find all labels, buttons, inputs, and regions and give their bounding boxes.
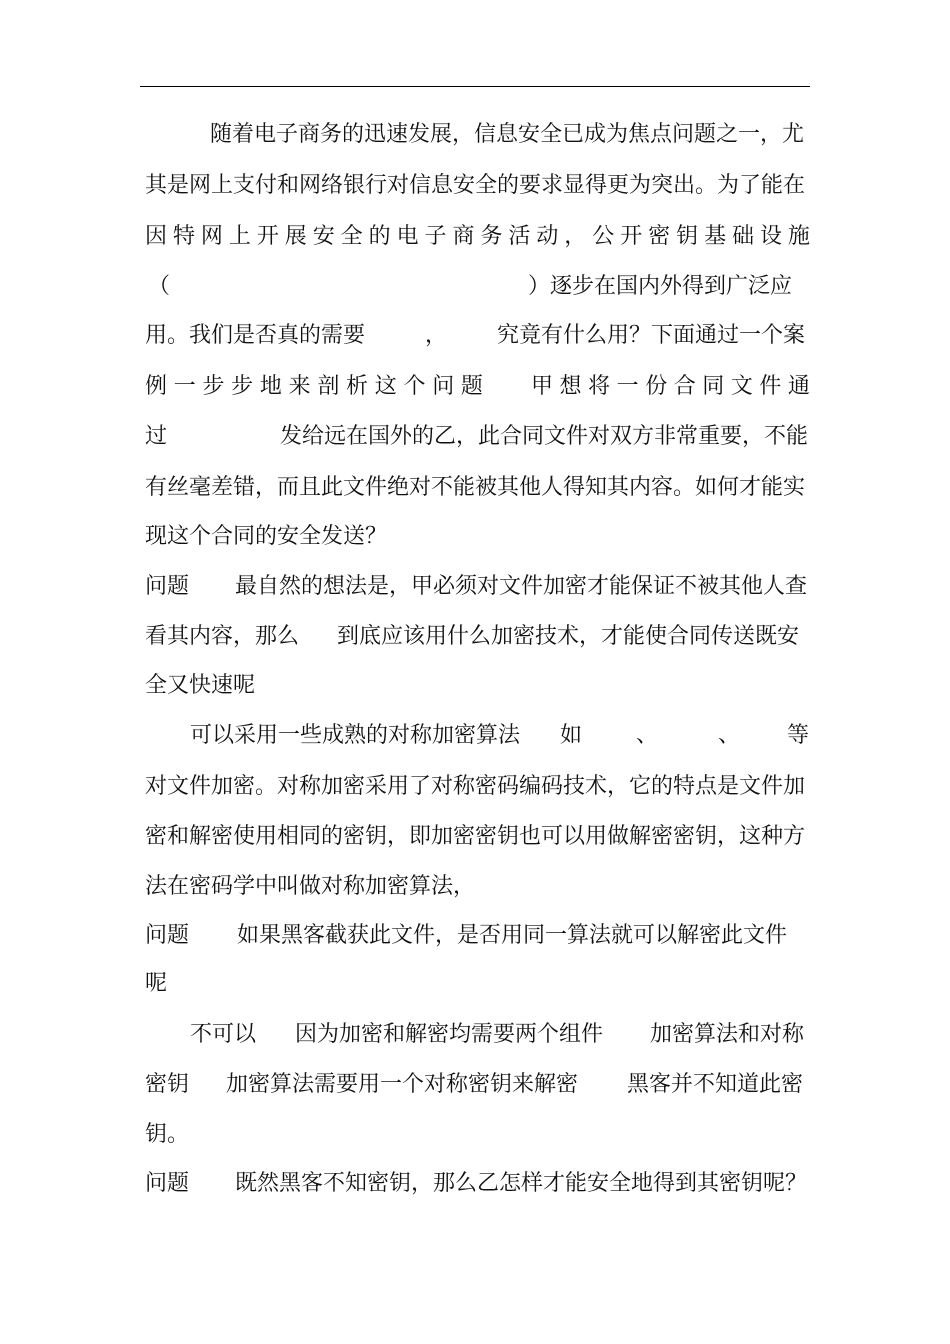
spaced-char: 密 bbox=[648, 224, 671, 249]
paragraph-1-line-7-a: 过 bbox=[145, 424, 168, 449]
spaced-char: 公 bbox=[592, 224, 615, 249]
paragraph-1-line-3 bbox=[145, 222, 810, 252]
paragraph-3-line-1-c: 加密算法和对称 bbox=[650, 1022, 805, 1047]
spaced-char: 来 bbox=[288, 374, 311, 399]
paragraph-2-line-2: 对文件加密。对称加密采用了对称密码编码技术，它的特点是文件加 bbox=[145, 774, 806, 799]
paragraph-2-line-1-d: 、 bbox=[718, 723, 741, 748]
paragraph-3-line-3: 钥。 bbox=[145, 1122, 190, 1147]
spaced-char: ， bbox=[564, 224, 587, 249]
spaced-char: 动 bbox=[536, 224, 559, 249]
paragraph-3-line-1-a: 不可以 bbox=[190, 1022, 257, 1047]
question-2-label: 问题 bbox=[145, 923, 190, 948]
paragraph-1-line-5-a: 用。我们是否真的需要 bbox=[145, 323, 366, 348]
paragraph-1-line-6-a bbox=[145, 372, 483, 402]
paragraph-1-line-4: ）逐步在国内外得到广泛应 bbox=[528, 274, 793, 299]
spaced-char: 务 bbox=[480, 224, 503, 249]
header-rule bbox=[140, 86, 810, 87]
paragraph-2-line-1-a: 可以采用一些成熟的对称加密算法 bbox=[190, 723, 521, 748]
spaced-char: 问 bbox=[432, 374, 455, 399]
spaced-char: 施 bbox=[787, 224, 810, 249]
spaced-char: 基 bbox=[704, 224, 727, 249]
spaced-char: 网 bbox=[200, 224, 223, 249]
spaced-char: 商 bbox=[452, 224, 475, 249]
paragraph-2-line-1-e: 等 bbox=[787, 723, 810, 748]
paragraph-1-line-5-b: ， bbox=[425, 323, 448, 348]
spaced-char: 将 bbox=[588, 374, 611, 399]
spaced-char: 想 bbox=[559, 374, 582, 399]
spaced-char: 特 bbox=[172, 224, 195, 249]
question-1-line-1: 最自然的想法是，甲必须对文件加密才能保证不被其他人查 bbox=[235, 574, 808, 599]
spaced-char: 步 bbox=[231, 374, 254, 399]
spaced-char: 子 bbox=[424, 224, 447, 249]
spaced-char: 一 bbox=[173, 374, 196, 399]
spaced-char: 活 bbox=[508, 224, 531, 249]
spaced-char: 剖 bbox=[317, 374, 340, 399]
spaced-char: 的 bbox=[368, 224, 391, 249]
paragraph-3-line-2-b: 加密算法需要用一个对称密钥来解密 bbox=[226, 1072, 579, 1097]
spaced-char: 甲 bbox=[531, 374, 554, 399]
paragraph-3-line-2-a: 密钥 bbox=[145, 1072, 190, 1097]
spaced-char: 例 bbox=[145, 374, 168, 399]
spaced-char: 题 bbox=[460, 374, 483, 399]
spaced-char: 这 bbox=[374, 374, 397, 399]
paragraph-1-line-9: 现这个合同的安全发送？ bbox=[145, 524, 388, 549]
paragraph-1-line-7-b: 发给远在国外的乙，此合同文件对双方非常重要，不能 bbox=[280, 424, 809, 449]
spaced-char: 全 bbox=[340, 224, 363, 249]
question-1-line-2-a: 看其内容，那么 bbox=[145, 624, 300, 649]
question-1-line-3: 全又快速呢 bbox=[145, 673, 256, 698]
spaced-char: 通 bbox=[787, 374, 810, 399]
spaced-char: 地 bbox=[259, 374, 282, 399]
spaced-char: 同 bbox=[702, 374, 725, 399]
spaced-char: 析 bbox=[346, 374, 369, 399]
paragraph-1-line-6-b bbox=[531, 372, 810, 402]
paragraph-2-line-3: 密和解密使用相同的密钥，即加密密钥也可以用做解密密钥，这种方 bbox=[145, 824, 806, 849]
spaced-char: 件 bbox=[759, 374, 782, 399]
paragraph-3-line-2-c: 黑客并不知道此密 bbox=[627, 1072, 804, 1097]
paragraph-1-line-1: 随着电子商务的迅速发展，信息安全已成为焦点问题之一，尤 bbox=[210, 122, 805, 147]
spaced-char: 上 bbox=[228, 224, 251, 249]
spaced-char: 份 bbox=[645, 374, 668, 399]
paragraph-3-line-1-b: 因为加密和解密均需要两个组件 bbox=[295, 1022, 604, 1047]
spaced-char: 开 bbox=[256, 224, 279, 249]
question-2-line-1: 如果黑客截获此文件，是否用同一算法就可以解密此文件 bbox=[237, 923, 788, 948]
spaced-char: 展 bbox=[284, 224, 307, 249]
spaced-char: 文 bbox=[730, 374, 753, 399]
spaced-char: 个 bbox=[403, 374, 426, 399]
paragraph-1-line-4-open-paren: （ bbox=[148, 274, 171, 299]
question-3-line-1: 既然黑客不知密钥，那么乙怎样才能安全地得到其密钥呢？ bbox=[235, 1171, 808, 1196]
spaced-char: 安 bbox=[312, 224, 335, 249]
question-1-label: 问题 bbox=[145, 574, 190, 599]
spaced-char: 因 bbox=[145, 224, 168, 249]
spaced-char: 步 bbox=[202, 374, 225, 399]
question-3-label: 问题 bbox=[145, 1171, 190, 1196]
paragraph-2-line-1-b: 如 bbox=[560, 723, 583, 748]
spaced-char: 设 bbox=[759, 224, 782, 249]
paragraph-2-line-4: 法在密码学中叫做对称加密算法， bbox=[145, 874, 476, 899]
paragraph-2-line-1-c: 、 bbox=[636, 723, 659, 748]
spaced-char: 钥 bbox=[676, 224, 699, 249]
paragraph-1-line-2: 其是网上支付和网络银行对信息安全的要求显得更为突出。为了能在 bbox=[145, 173, 806, 198]
question-2-line-2: 呢 bbox=[145, 971, 168, 996]
spaced-char: 一 bbox=[616, 374, 639, 399]
question-1-line-2-b: 到底应该用什么加密技术，才能使合同传送既安 bbox=[337, 624, 800, 649]
spaced-char: 合 bbox=[673, 374, 696, 399]
paragraph-1-line-8: 有丝毫差错，而且此文件绝对不能被其他人得知其内容。如何才能实 bbox=[145, 475, 806, 500]
spaced-char: 电 bbox=[396, 224, 419, 249]
spaced-char: 础 bbox=[732, 224, 755, 249]
paragraph-1-line-5-c: 究竟有什么用？下面通过一个案 bbox=[497, 323, 806, 348]
spaced-char: 开 bbox=[620, 224, 643, 249]
